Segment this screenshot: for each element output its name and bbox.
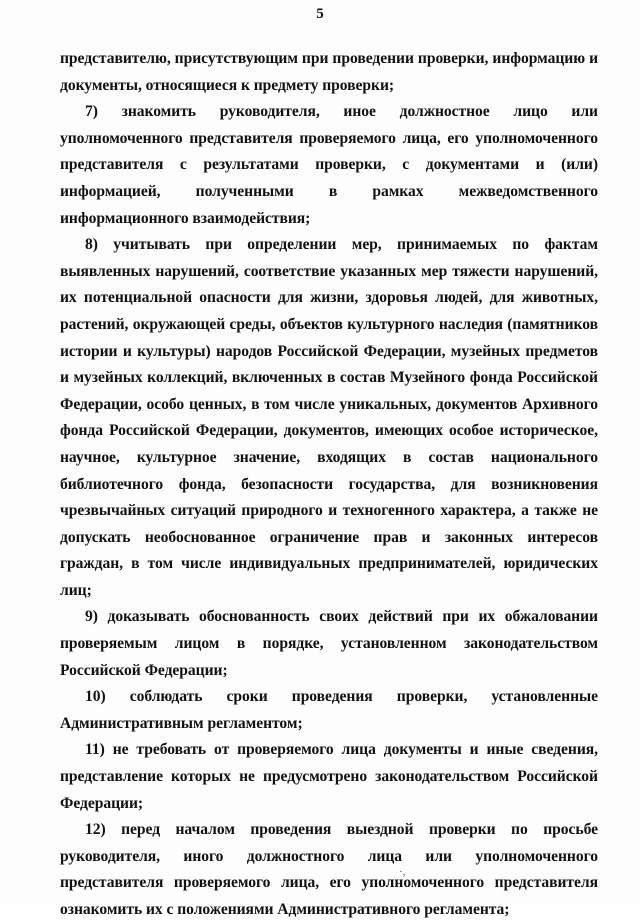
- paragraph-item-12: 12) перед началом проведения выездной проверки по просьбе руководителя, иного должностного лица или уполномоченного представителя проверяемого лица, его уполномоченного представителя ознакомить их с положениями Административного регламента;: [60, 821, 598, 918]
- document-body: [60, 46, 598, 924]
- paragraph-item-11: 11) не требовать от проверяемого лица документы и иные сведения, представление которых не предусмотрено законодательством Российской Федерации;: [60, 741, 598, 812]
- paragraph-item-9: 9) доказывать обоснованность своих действий при их обжаловании проверяемым лицом в порядке, установленном законодательством Российской Федерации;: [60, 608, 598, 679]
- paragraph-item-10: 10) соблюдать сроки проведения проверки, установленные Административным регламентом;: [60, 688, 598, 732]
- paragraph-item-8: 8) учитывать при определении мер, принимаемых по фактам выявленных нарушений, соответствие указанных мер тяжести нарушений, их потенциальной опасности для жизни, здоровья людей, для животных, растений, окружающей среды, объектов культурного наследия (памятников истории и культуры) народов Российской Федерации, музейных предметов и музейных коллекций, включенных в состав Музейного фонда Российской Федерации, особо ценных, в том числе уникальных, документов Архивного фонда Российской Федерации, документов, имеющих особое историческое, научное, культурное значение, входящих в состав национального библиотечного фонда, безопасности государства, для возникновения чрезвычайных ситуаций природного и техногенного характера, а также не допускать необоснованное ограничение прав и законных интересов граждан, в том числе индивидуальных предпринимателей, юридических лиц;: [60, 236, 598, 599]
- scan-mark: ·,: [399, 866, 406, 878]
- paragraph-item-7: 7) знакомить руководителя, иное должностное лицо или уполномоченного представителя проверяемого лица, его уполномоченного представителя с результатами проверки, с документами и (или) информацией, полученными в рамках межведомственного информационного взаимодействия;: [60, 103, 598, 227]
- page-number: 5: [316, 6, 324, 22]
- paragraph-continuation: представителю, присутствующим при проведении проверки, информацию и документы, относящиеся к предмету проверки;: [60, 50, 598, 94]
